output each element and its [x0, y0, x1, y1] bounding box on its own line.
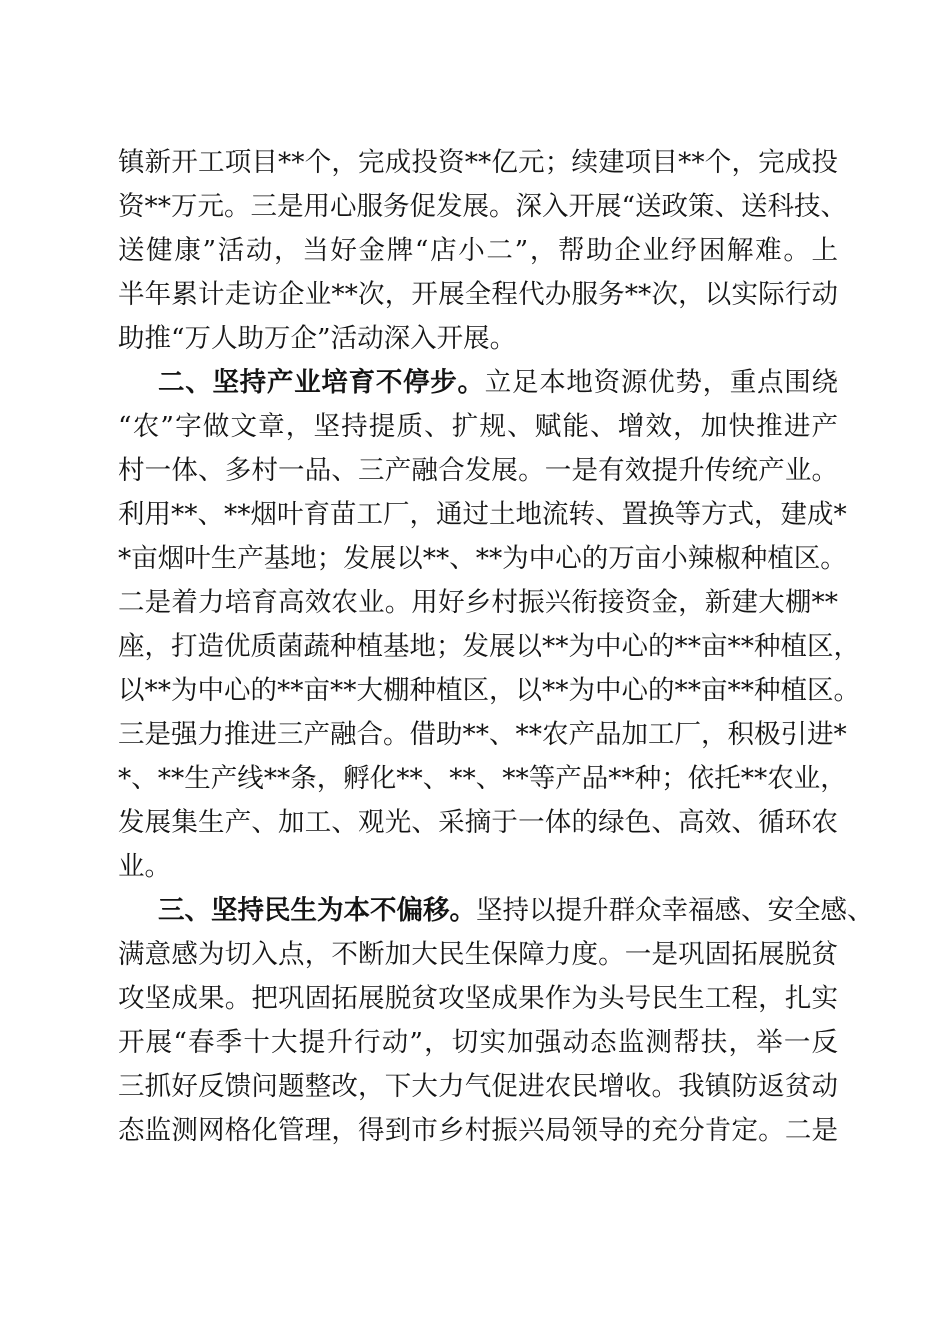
text-line: 业。: [118, 851, 171, 882]
text-line: 二是着力培育高效农业。用好乡村振兴衔接资金，新建大棚**: [118, 587, 838, 618]
text-line: 送健康”活动，当好金牌“店小二”，帮助企业纾困解难。上: [118, 235, 838, 266]
section-2-heading: 二、坚持产业培育不停步。: [158, 367, 485, 398]
text-line: 村一体、多村一品、三产融合发展。一是有效提升传统产业。: [118, 455, 838, 486]
section-2-first-line-text: 立足本地资源优势，重点围绕: [484, 367, 838, 398]
text-line: 三是强力推进三产融合。借助**、**农产品加工厂，积极引进*: [118, 719, 847, 750]
text-line: “农”字做文章，坚持提质、扩规、赋能、增效，加快推进产: [118, 411, 838, 442]
text-line: 半年累计走访企业**次，开展全程代办服务**次，以实际行动: [118, 279, 838, 310]
text-line: 开展“春季十大提升行动”，切实加强动态监测帮扶，举一反: [118, 1027, 838, 1058]
section-2-first-line: [158, 363, 838, 403]
section-3-heading: 三、坚持民生为本不偏移。: [158, 895, 476, 926]
text-line: *亩烟叶生产基地；发展以**、**为中心的万亩小辣椒种植区。: [118, 543, 847, 574]
section-3-first-line: [158, 891, 874, 931]
text-line: 利用**、**烟叶育苗工厂，通过土地流转、置换等方式，建成*: [118, 499, 847, 530]
text-line: 镇新开工项目**个，完成投资**亿元；续建项目**个，完成投: [118, 147, 838, 178]
text-line: 助推“万人助万企”活动深入开展。: [118, 323, 517, 354]
text-line: 资**万元。三是用心服务促发展。深入开展“送政策、送科技、: [118, 191, 848, 222]
text-line: 三抓好反馈问题整改，下大力气促进农民增收。我镇防返贫动: [118, 1071, 838, 1102]
text-line: 以**为中心的**亩**大棚种植区，以**为中心的**亩**种植区。: [118, 675, 860, 706]
text-line: 态监测网格化管理，得到市乡村振兴局领导的充分肯定。二是: [118, 1115, 838, 1146]
text-line: 满意感为切入点，不断加大民生保障力度。一是巩固拓展脱贫: [118, 939, 838, 970]
text-line: 攻坚成果。把巩固拓展脱贫攻坚成果作为头号民生工程，扎实: [118, 983, 838, 1014]
section-3-first-line-text: 坚持以提升群众幸福感、安全感、: [476, 895, 874, 926]
text-line: *、**生产线**条，孵化**、**、**等产品**种；依托**农业，: [118, 763, 847, 794]
text-line: 发展集生产、加工、观光、采摘于一体的绿色、高效、循环农: [118, 807, 838, 838]
text-line: 座，打造优质菌蔬种植基地；发展以**为中心的**亩**种植区，: [118, 631, 860, 662]
